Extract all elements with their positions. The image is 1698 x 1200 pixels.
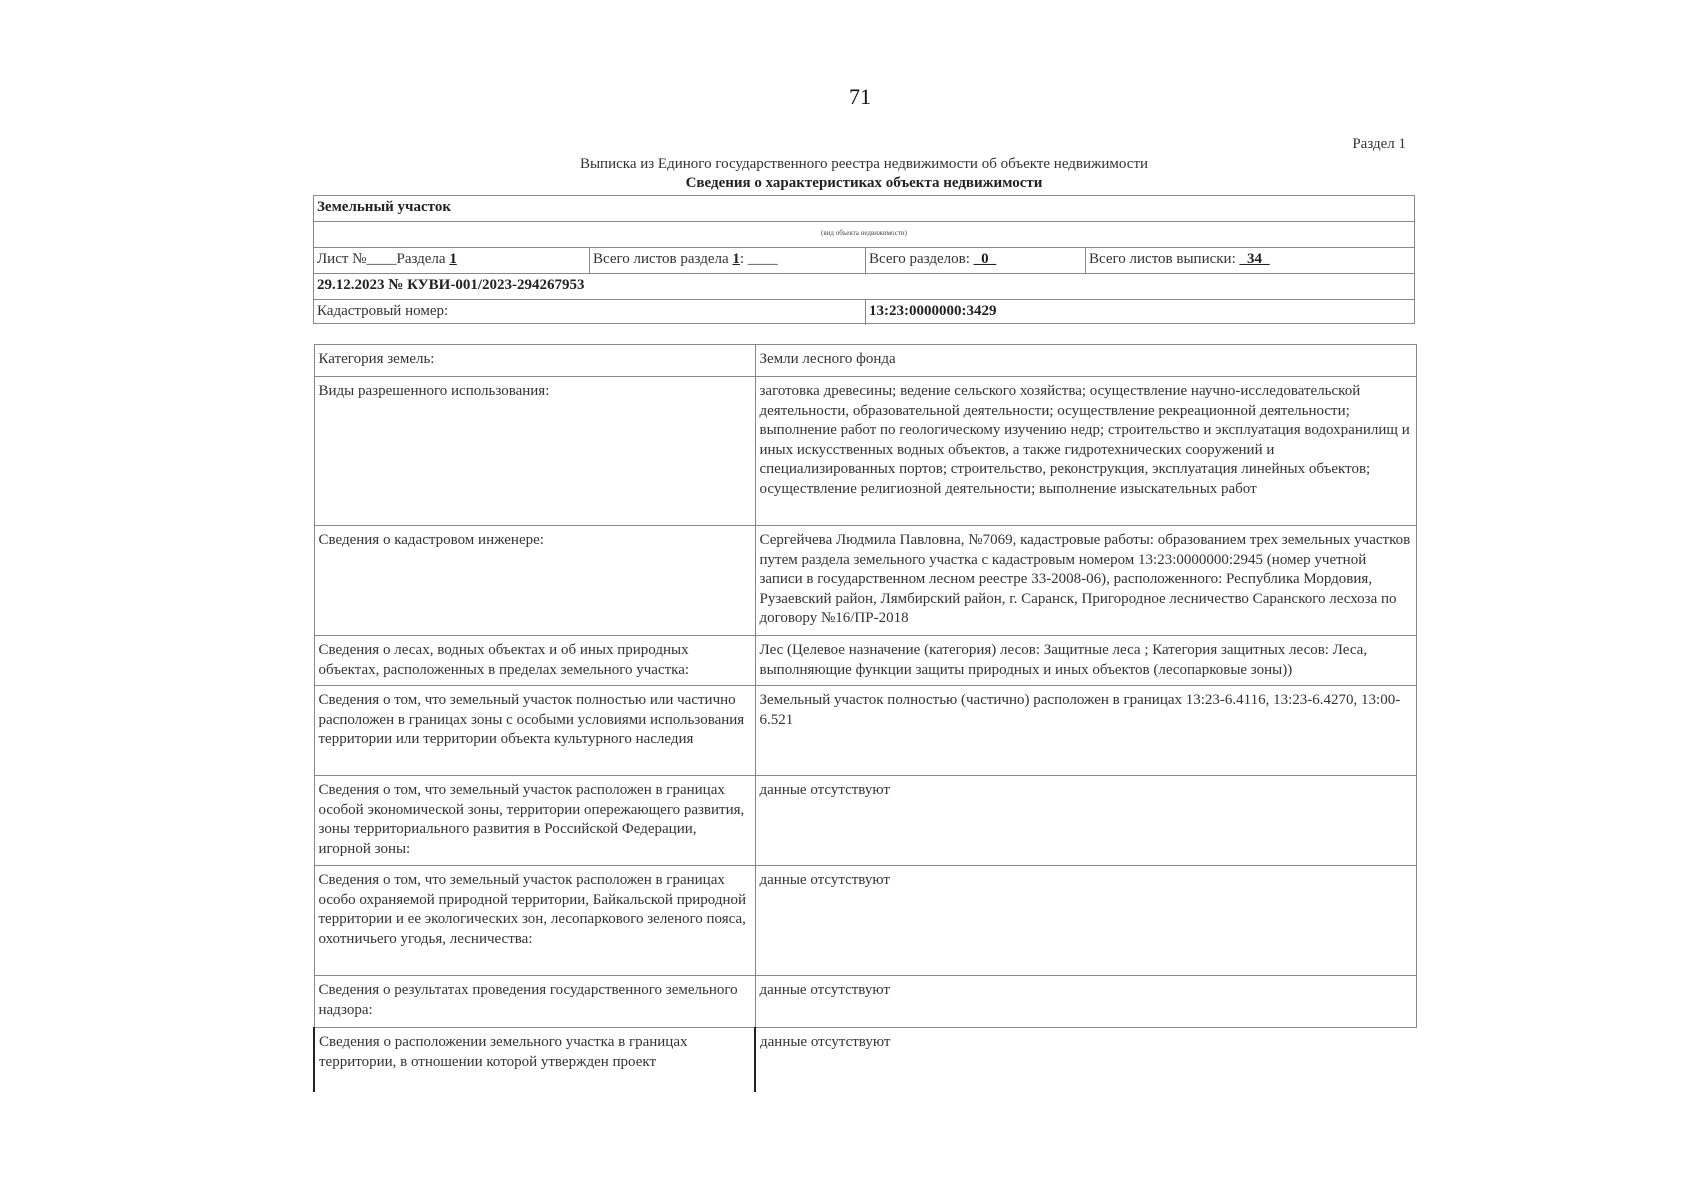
cadastral-value: 13:23:0000000:3429 (865, 300, 1416, 325)
row-label: Категория земель: (314, 345, 755, 377)
row-value: Земельный участок полностью (частично) расположен в границах 13:23-6.4116, 13:23-6.4270, 13:00-6.521 (755, 686, 1416, 776)
total-sheets-section-suffix: : ____ (739, 251, 778, 267)
total-sheets-cell (1085, 248, 1416, 273)
table-row (314, 866, 1416, 976)
row-value: данные отсутствуют (755, 866, 1416, 976)
total-sheets-label: Всего листов выписки: (1089, 251, 1240, 267)
characteristics-table (313, 344, 1417, 1092)
table-row (314, 976, 1416, 1028)
table-row (314, 526, 1416, 636)
page-number: 71 (849, 84, 871, 109)
total-sheets-section-label: Всего листов раздела (593, 251, 733, 267)
total-sections-cell (865, 248, 1085, 273)
total-sections-value: _0_ (973, 251, 997, 267)
table-row (314, 776, 1416, 866)
cadastral-row (314, 300, 1414, 325)
object-type-caption: (вид объекта недвижимости) (821, 229, 907, 237)
total-sheets-section-cell (589, 248, 865, 273)
row-value: Земли лесного фонда (755, 345, 1416, 377)
cadastral-label: Кадастровый номер: (317, 303, 449, 319)
row-label: Сведения о расположении земельного участка в границах территории, в отношении которой утвержден проект (314, 1028, 755, 1092)
row-value: данные отсутствуют (755, 976, 1416, 1028)
table-row (314, 636, 1416, 686)
object-type-caption-row (314, 222, 1414, 248)
row-label: Сведения о результатах проведения государственного земельного надзора: (314, 976, 755, 1028)
row-label: Сведения о том, что земельный участок расположен в границах особо охраняемой природной территории, Байкальской природной территории и ее экологических зон, лесопаркового зеленого пояса, охотничьего угодья, лесничества: (314, 866, 755, 976)
table-row (314, 1028, 1416, 1092)
row-value: заготовка древесины; ведение сельского хозяйства; осуществление научно-исследовательской деятельности, образовательной деятельности; осуществление рекреационной деятельности; выполнение работ по геологическому изучению недр; строительство и эксплуатация водохранилищ и иных искусственных водных объектов, а также гидротехнических сооружений и специализированных портов; строительство, реконструкция, эксплуатация линейных объектов; осуществление религиозной деятельности; выполнение изыскательных работ (755, 377, 1416, 526)
row-value: Сергейчева Людмила Павловна, №7069, кадастровые работы: образованием трех земельных участков путем раздела земельного участка с кадастровым номером 13:23:0000000:2945 (номер учетной записи в государственном лесном реестре 33-2008-06), расположенного: Республика Мордовия, Рузаевский район, Лямбирский район, г. Саранск, Пригородное лесничество Саранского лесхоза по договору №16/ПР-2018 (755, 526, 1416, 636)
row-label: Виды разрешенного использования: (314, 377, 755, 526)
table-row (314, 377, 1416, 526)
object-type-row (314, 196, 1414, 222)
table-row (314, 686, 1416, 776)
table-row (314, 345, 1416, 377)
object-type: Земельный участок (317, 199, 451, 215)
sheet-info-row (314, 248, 1414, 274)
sheet-number-label: Лист №____Раздела (317, 251, 450, 267)
date-number-row (314, 274, 1414, 300)
section-label: Раздел 1 (1352, 136, 1406, 152)
total-sheets-section-value: 1 (732, 251, 740, 267)
header-box (313, 195, 1415, 324)
row-value: Лес (Целевое назначение (категория) лесов: Защитные леса ; Категория защитных лесов: Леса, выполняющие функции защиты природных и иных объектов (лесопарковые зоны)) (755, 636, 1416, 686)
row-label: Сведения о том, что земельный участок расположен в границах особой экономической зоны, территории опережающего развития, зоны территориального развития в Российской Федерации, игорной зоны: (314, 776, 755, 866)
row-value: данные отсутствуют (755, 776, 1416, 866)
row-label: Сведения о кадастровом инженере: (314, 526, 755, 636)
row-label: Сведения о лесах, водных объектах и об иных природных объектах, расположенных в пределах земельного участка: (314, 636, 755, 686)
document-title: Выписка из Единого государственного реестра недвижимости об объекте недвижимости (579, 156, 1149, 172)
total-sheets-value: _34_ (1239, 251, 1270, 267)
row-label: Сведения о том, что земельный участок полностью или частично расположен в границах зоны с особыми условиями использования территории или территории объекта культурного наследия (314, 686, 755, 776)
sheet-number-cell (314, 248, 589, 273)
date-number: 29.12.2023 № КУВИ-001/2023-294267953 (317, 277, 585, 293)
row-value: данные отсутствуют (755, 1028, 1416, 1092)
total-sections-label: Всего разделов: (869, 251, 974, 267)
document-subtitle: Сведения о характеристиках объекта недвижимости (685, 175, 1043, 191)
sheet-number-section: 1 (449, 251, 457, 267)
